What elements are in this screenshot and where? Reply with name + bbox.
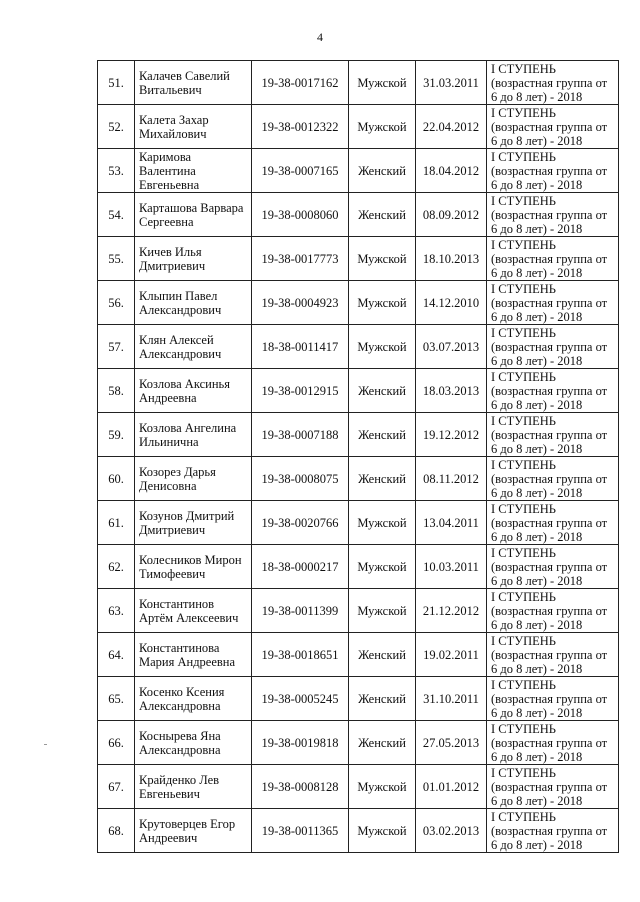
- stage-cell: I СТУПЕНЬ (возрастная группа от 6 до 8 лет) - 2018: [487, 809, 619, 853]
- stage-cell: I СТУПЕНЬ (возрастная группа от 6 до 8 лет) - 2018: [487, 237, 619, 281]
- table-row: [98, 281, 619, 325]
- participant-name-cell: Кичев Илья Дмитриевич: [135, 237, 252, 281]
- row-number-cell: 61.: [98, 501, 135, 545]
- participant-name-cell: Клыпин Павел Александрович: [135, 281, 252, 325]
- gender-cell: Женский: [349, 369, 416, 413]
- row-number-cell: 55.: [98, 237, 135, 281]
- gender-cell: Женский: [349, 677, 416, 721]
- participants-table: [97, 60, 619, 853]
- stage-cell: I СТУПЕНЬ (возрастная группа от 6 до 8 лет) - 2018: [487, 413, 619, 457]
- participant-name-cell: Калета Захар Михайлович: [135, 105, 252, 149]
- table-row: [98, 149, 619, 193]
- stage-cell: I СТУПЕНЬ (возрастная группа от 6 до 8 лет) - 2018: [487, 369, 619, 413]
- participant-name-cell: Коснырева Яна Александровна: [135, 721, 252, 765]
- birth-date-cell: 03.02.2013: [416, 809, 487, 853]
- gender-cell: Женский: [349, 633, 416, 677]
- participant-name-cell: Козлова Ангелина Ильинична: [135, 413, 252, 457]
- participant-name-cell: Крутоверцев Егор Андреевич: [135, 809, 252, 853]
- participant-name-cell: Козунов Дмитрий Дмитриевич: [135, 501, 252, 545]
- gender-cell: Мужской: [349, 105, 416, 149]
- birth-date-cell: 01.01.2012: [416, 765, 487, 809]
- participant-id-cell: 19-38-0008128: [252, 765, 349, 809]
- participant-id-cell: 19-38-0011399: [252, 589, 349, 633]
- stage-cell: I СТУПЕНЬ (возрастная группа от 6 до 8 лет) - 2018: [487, 765, 619, 809]
- gender-cell: Мужской: [349, 809, 416, 853]
- stage-cell: I СТУПЕНЬ (возрастная группа от 6 до 8 лет) - 2018: [487, 589, 619, 633]
- stage-cell: I СТУПЕНЬ (возрастная группа от 6 до 8 лет) - 2018: [487, 61, 619, 105]
- margin-mark: [44, 744, 47, 745]
- participant-name-cell: Карташова Варвара Сергеевна: [135, 193, 252, 237]
- table-row: [98, 765, 619, 809]
- gender-cell: Мужской: [349, 61, 416, 105]
- table-row: [98, 721, 619, 765]
- participant-id-cell: 19-38-0007165: [252, 149, 349, 193]
- participant-id-cell: 19-38-0019818: [252, 721, 349, 765]
- row-number-cell: 68.: [98, 809, 135, 853]
- row-number-cell: 59.: [98, 413, 135, 457]
- row-number-cell: 63.: [98, 589, 135, 633]
- participant-name-cell: Клян Алексей Александрович: [135, 325, 252, 369]
- table-row: [98, 545, 619, 589]
- row-number-cell: 67.: [98, 765, 135, 809]
- table-row: [98, 457, 619, 501]
- birth-date-cell: 03.07.2013: [416, 325, 487, 369]
- row-number-cell: 57.: [98, 325, 135, 369]
- page-number: 4: [317, 30, 323, 44]
- birth-date-cell: 31.10.2011: [416, 677, 487, 721]
- gender-cell: Мужской: [349, 765, 416, 809]
- participant-name-cell: Крайденко Лев Евгеньевич: [135, 765, 252, 809]
- table-row: [98, 237, 619, 281]
- birth-date-cell: 18.03.2013: [416, 369, 487, 413]
- row-number-cell: 60.: [98, 457, 135, 501]
- stage-cell: I СТУПЕНЬ (возрастная группа от 6 до 8 лет) - 2018: [487, 193, 619, 237]
- stage-cell: I СТУПЕНЬ (возрастная группа от 6 до 8 лет) - 2018: [487, 501, 619, 545]
- participant-name-cell: Колесников Мирон Тимофеевич: [135, 545, 252, 589]
- gender-cell: Женский: [349, 193, 416, 237]
- participant-id-cell: 19-38-0020766: [252, 501, 349, 545]
- gender-cell: Мужской: [349, 545, 416, 589]
- table-row: [98, 105, 619, 149]
- birth-date-cell: 31.03.2011: [416, 61, 487, 105]
- participant-id-cell: 18-38-0000217: [252, 545, 349, 589]
- stage-cell: I СТУПЕНЬ (возрастная группа от 6 до 8 лет) - 2018: [487, 325, 619, 369]
- stage-cell: I СТУПЕНЬ (возрастная группа от 6 до 8 лет) - 2018: [487, 281, 619, 325]
- gender-cell: Мужской: [349, 501, 416, 545]
- birth-date-cell: 08.11.2012: [416, 457, 487, 501]
- participant-id-cell: 19-38-0008075: [252, 457, 349, 501]
- participant-id-cell: 19-38-0011365: [252, 809, 349, 853]
- participant-name-cell: Каримова Валентина Евгеньевна: [135, 149, 252, 193]
- participant-id-cell: 19-38-0008060: [252, 193, 349, 237]
- stage-cell: I СТУПЕНЬ (возрастная группа от 6 до 8 лет) - 2018: [487, 457, 619, 501]
- participant-id-cell: 19-38-0012322: [252, 105, 349, 149]
- gender-cell: Женский: [349, 721, 416, 765]
- participant-id-cell: 18-38-0011417: [252, 325, 349, 369]
- participant-name-cell: Козорез Дарья Денисовна: [135, 457, 252, 501]
- participant-name-cell: Козлова Аксинья Андреевна: [135, 369, 252, 413]
- row-number-cell: 65.: [98, 677, 135, 721]
- birth-date-cell: 22.04.2012: [416, 105, 487, 149]
- participant-name-cell: Калачев Савелий Витальевич: [135, 61, 252, 105]
- table-row: [98, 809, 619, 853]
- gender-cell: Женский: [349, 149, 416, 193]
- gender-cell: Мужской: [349, 589, 416, 633]
- stage-cell: I СТУПЕНЬ (возрастная группа от 6 до 8 лет) - 2018: [487, 633, 619, 677]
- table-row: [98, 589, 619, 633]
- participant-name-cell: Константинова Мария Андреевна: [135, 633, 252, 677]
- gender-cell: Мужской: [349, 237, 416, 281]
- row-number-cell: 64.: [98, 633, 135, 677]
- row-number-cell: 62.: [98, 545, 135, 589]
- participant-id-cell: 19-38-0004923: [252, 281, 349, 325]
- participant-id-cell: 19-38-0017773: [252, 237, 349, 281]
- table-row: [98, 413, 619, 457]
- table-row: [98, 633, 619, 677]
- birth-date-cell: 18.10.2013: [416, 237, 487, 281]
- participant-id-cell: 19-38-0012915: [252, 369, 349, 413]
- gender-cell: Мужской: [349, 325, 416, 369]
- birth-date-cell: 13.04.2011: [416, 501, 487, 545]
- row-number-cell: 56.: [98, 281, 135, 325]
- participant-id-cell: 19-38-0005245: [252, 677, 349, 721]
- gender-cell: Женский: [349, 457, 416, 501]
- table-row: [98, 677, 619, 721]
- birth-date-cell: 27.05.2013: [416, 721, 487, 765]
- row-number-cell: 54.: [98, 193, 135, 237]
- birth-date-cell: 14.12.2010: [416, 281, 487, 325]
- row-number-cell: 58.: [98, 369, 135, 413]
- table-row: [98, 61, 619, 105]
- participant-name-cell: Константинов Артём Алексеевич: [135, 589, 252, 633]
- birth-date-cell: 21.12.2012: [416, 589, 487, 633]
- row-number-cell: 51.: [98, 61, 135, 105]
- birth-date-cell: 19.12.2012: [416, 413, 487, 457]
- row-number-cell: 53.: [98, 149, 135, 193]
- gender-cell: Женский: [349, 413, 416, 457]
- birth-date-cell: 08.09.2012: [416, 193, 487, 237]
- stage-cell: I СТУПЕНЬ (возрастная группа от 6 до 8 лет) - 2018: [487, 105, 619, 149]
- stage-cell: I СТУПЕНЬ (возрастная группа от 6 до 8 лет) - 2018: [487, 149, 619, 193]
- participant-id-cell: 19-38-0017162: [252, 61, 349, 105]
- stage-cell: I СТУПЕНЬ (возрастная группа от 6 до 8 лет) - 2018: [487, 677, 619, 721]
- birth-date-cell: 19.02.2011: [416, 633, 487, 677]
- participants-table-body: [98, 61, 619, 853]
- stage-cell: I СТУПЕНЬ (возрастная группа от 6 до 8 лет) - 2018: [487, 721, 619, 765]
- row-number-cell: 66.: [98, 721, 135, 765]
- table-row: [98, 369, 619, 413]
- participant-name-cell: Косенко Ксения Александровна: [135, 677, 252, 721]
- table-row: [98, 501, 619, 545]
- participant-id-cell: 19-38-0018651: [252, 633, 349, 677]
- birth-date-cell: 18.04.2012: [416, 149, 487, 193]
- participant-id-cell: 19-38-0007188: [252, 413, 349, 457]
- table-row: [98, 193, 619, 237]
- row-number-cell: 52.: [98, 105, 135, 149]
- table-row: [98, 325, 619, 369]
- gender-cell: Мужской: [349, 281, 416, 325]
- stage-cell: I СТУПЕНЬ (возрастная группа от 6 до 8 лет) - 2018: [487, 545, 619, 589]
- birth-date-cell: 10.03.2011: [416, 545, 487, 589]
